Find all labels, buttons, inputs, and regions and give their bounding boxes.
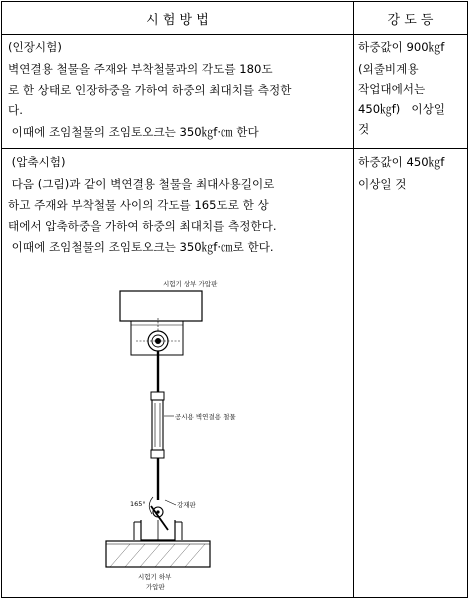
angle-label: 165°: [130, 500, 146, 508]
tensile-line: 다.: [8, 103, 23, 117]
compression-line: 태에서 압축하중을 가하여 하중의 최대치를 측정한다.: [8, 219, 277, 233]
bottom-platen: [106, 541, 210, 567]
top-platen: [120, 291, 202, 321]
specimen-body: [152, 400, 163, 450]
tensile-line: 벽연결용 철물을 주재와 부착철물과의 각도를 180도: [8, 62, 273, 76]
compression-line: 이때에 조임철물의 조임토오크는 350㎏f·㎝로 한다.: [8, 240, 274, 254]
header-method: 시 험 방 법: [146, 12, 209, 28]
compression-line: 다음 (그림)과 같이 벽연결용 철물을 최대사용길이로: [8, 177, 275, 191]
tensile-strength: 하중값이 900㎏f: [358, 40, 445, 54]
tensile-strength: 것: [358, 122, 370, 136]
header-strength: 강 도 등: [387, 12, 434, 28]
tensile-line: 로 한 상태로 인장하중을 가하여 하중의 최대치를 측정한: [8, 83, 292, 97]
tensile-strength: 작업대에서는: [358, 82, 426, 96]
bottom-plate-label: 시험기 하부: [138, 573, 172, 581]
steel-plate-label: 강재판: [177, 501, 196, 509]
compression-strength: 이상일 것: [358, 177, 407, 191]
compression-line: 하고 주재와 부착철물 사이의 각도를 165도로 한 상: [8, 198, 269, 212]
tensile-strength: 450㎏f) 이상일: [358, 102, 445, 116]
compression-title: (압축시험): [8, 155, 66, 169]
compression-strength: 하중값이 450㎏f: [358, 155, 445, 169]
specimen-label: 공시용 벽연결용 철물: [175, 413, 236, 421]
top-plate-label: 시험기 상부 가압판: [163, 280, 218, 288]
tensile-line: 이때에 조임철물의 조임토오크는 350㎏f·㎝ 한다: [8, 125, 259, 139]
top-fixture: [131, 321, 183, 355]
bottom-plate-label: 가압판: [146, 583, 165, 591]
tensile-title: (인장시험): [8, 40, 62, 54]
steel-plate: [151, 506, 168, 530]
tensile-strength: (외줄비계용: [358, 62, 419, 76]
